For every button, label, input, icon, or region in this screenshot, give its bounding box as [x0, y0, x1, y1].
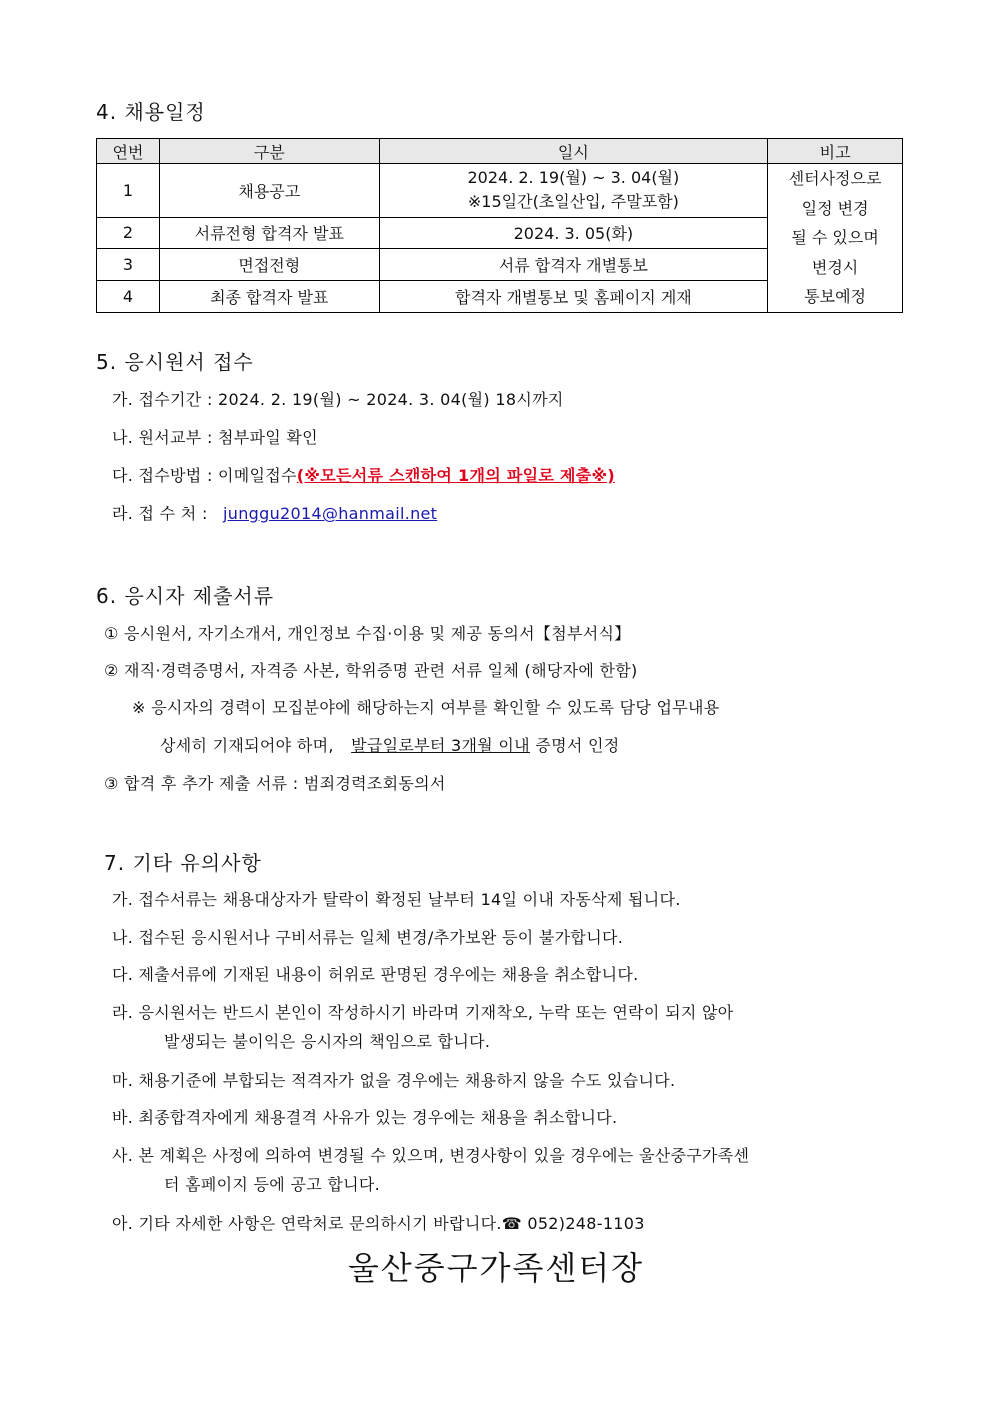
note-line: 일정 변경: [801, 198, 869, 218]
table-row: [97, 164, 903, 218]
form-distribution: 나. 원서교부 : 첨부파일 확인: [112, 428, 318, 447]
table-header-row: [97, 139, 903, 164]
row-date: [379, 164, 768, 218]
receipt-method-label: 다. 접수방법 : 이메일접수: [112, 466, 297, 485]
row-category: 면접전형: [159, 249, 379, 281]
note-line: 변경시: [811, 257, 859, 277]
note-cell: [768, 164, 903, 313]
section6-heading: 6. 응시자 제출서류: [96, 584, 275, 608]
notice-ga: 가. 접수서류는 채용대상자가 탈락이 확정된 날부터 14일 이내 자동삭제 됩니다.: [112, 890, 681, 909]
doc-item-2: ② 재직·경력증명서, 자격증 사본, 학위증명 관련 서류 일체 (해당자에 한함): [104, 661, 638, 680]
notice-a-contact: 아. 기타 자세한 사항은 연락처로 문의하시기 바랍니다.☎ 052)248-1103: [112, 1214, 645, 1233]
notice-ma: 마. 채용기준에 부합되는 적격자가 없을 경우에는 채용하지 않을 수도 있습니다.: [112, 1071, 676, 1090]
note-line: 될 수 있으며: [791, 228, 879, 247]
doc-note-text-a: 상세히 기재되어야 하며,: [160, 736, 334, 755]
receipt-place: [112, 501, 437, 524]
row-no: 3: [97, 249, 160, 281]
col-header-category: 구분: [159, 139, 379, 164]
section7-heading: 7. 기타 유의사항: [104, 851, 262, 875]
section5-heading: 5. 응시원서 접수: [96, 350, 254, 374]
row-date: 서류 합격자 개별통보: [379, 249, 768, 281]
notice-sa-line1: 사. 본 계획은 사정에 의하여 변경될 수 있으며, 변경사항이 있을 경우에는 울산중구가족센: [112, 1146, 750, 1165]
signature: 울산중구가족센터장: [347, 1249, 645, 1287]
doc-item-1: ① 응시원서, 자기소개서, 개인정보 수집·이용 및 제공 동의서【첨부서식】: [104, 624, 631, 643]
row-category: 채용공고: [159, 164, 379, 218]
notice-sa-line2: 터 홈페이지 등에 공고 합니다.: [164, 1175, 381, 1194]
note-line: 센터사정으로: [788, 169, 882, 188]
doc-note-underline: 발급일로부터 3개월 이내: [351, 736, 530, 755]
row-date-line1: 2024. 2. 19(월) ~ 3. 04(월): [467, 168, 680, 188]
receipt-place-label: 라. 접 수 처 :: [112, 504, 208, 523]
row-date-line2: ※15일간(초일산입, 주말포함): [467, 192, 679, 212]
notice-da: 다. 제출서류에 기재된 내용이 허위로 판명된 경우에는 채용을 취소합니다.: [112, 965, 639, 984]
row-no: 4: [97, 280, 160, 312]
schedule-table: [96, 138, 903, 313]
row-date: 2024. 3. 05(화): [379, 217, 768, 249]
notice-ra-line2: 발생되는 불이익은 응시자의 책임으로 합니다.: [164, 1032, 491, 1051]
email-link[interactable]: junggu2014@hanmail.net: [223, 504, 438, 523]
notice-na: 나. 접수된 응시원서나 구비서류는 일체 변경/추가보완 등이 불가합니다.: [112, 928, 624, 947]
row-category: 서류전형 합격자 발표: [159, 217, 379, 249]
receipt-method-warning: (※모든서류 스캔하여 1개의 파일로 제출※): [296, 466, 615, 485]
row-category: 최종 합격자 발표: [159, 280, 379, 312]
note-line: 통보예정: [804, 287, 866, 306]
doc-item-3: ③ 합격 후 추가 제출 서류 : 범죄경력조회동의서: [104, 774, 446, 793]
row-no: 1: [97, 164, 160, 218]
doc-note-text-b: 증명서 인정: [535, 736, 620, 755]
doc-note-line1: ※ 응시자의 경력이 모집분야에 해당하는지 여부를 확인할 수 있도록 담당 업무내용: [132, 698, 720, 717]
row-date: 합격자 개별통보 및 홈페이지 게재: [379, 280, 768, 312]
row-no: 2: [97, 217, 160, 249]
notice-ba: 바. 최종합격자에게 채용결격 사유가 있는 경우에는 채용을 취소합니다.: [112, 1108, 618, 1127]
receipt-method: [112, 463, 615, 486]
col-header-no: 연번: [97, 139, 160, 164]
doc-note-line2: [160, 733, 619, 756]
notice-ra-line1: 라. 응시원서는 반드시 본인이 작성하시기 바라며 기재착오, 누락 또는 연락이 되지 않아: [112, 1003, 734, 1022]
section4-heading: 4. 채용일정: [96, 100, 206, 124]
receipt-period: 가. 접수기간 : 2024. 2. 19(월) ~ 2024. 3. 04(월) 18시까지: [112, 390, 564, 409]
col-header-date: 일시: [379, 139, 768, 164]
col-header-note: 비고: [768, 139, 903, 164]
